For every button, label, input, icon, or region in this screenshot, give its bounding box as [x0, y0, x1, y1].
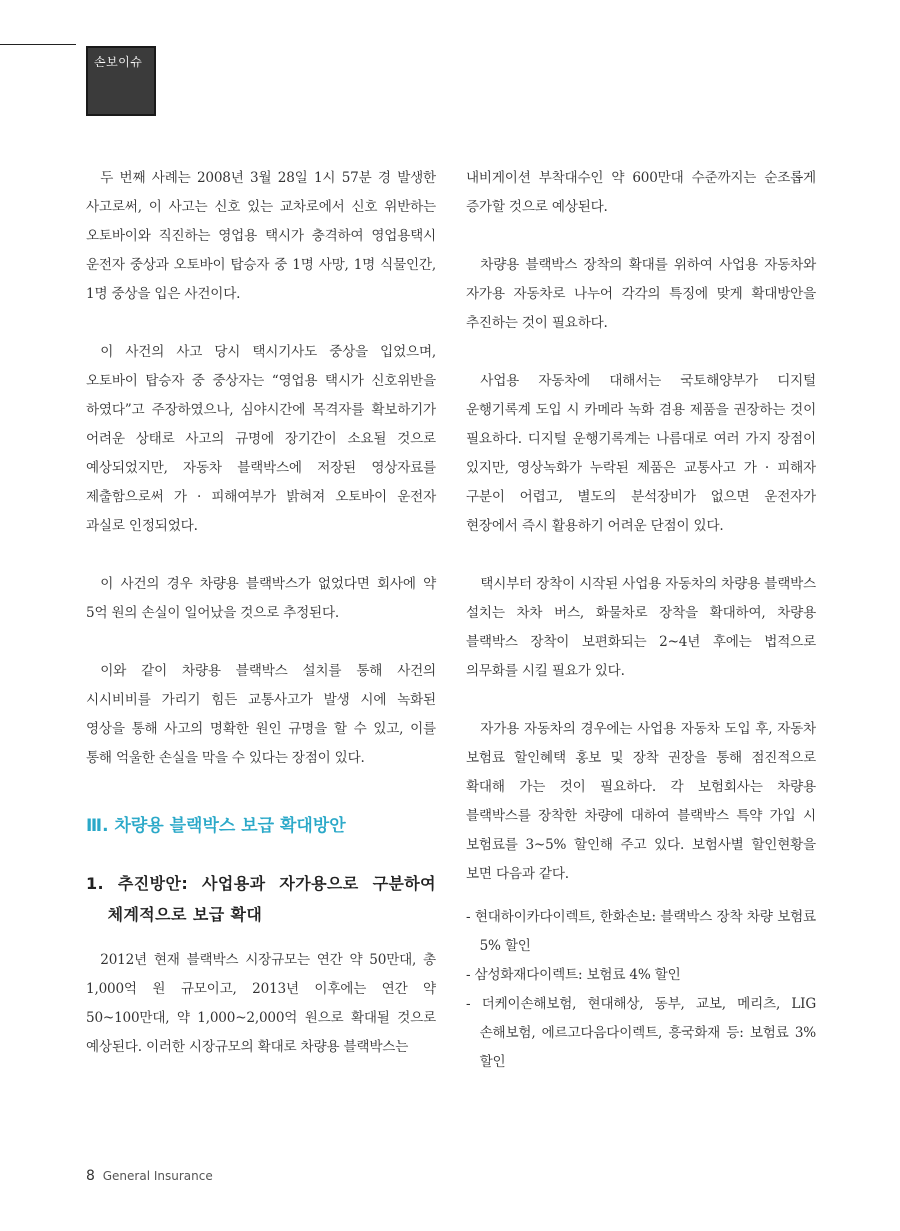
- header-rule: [0, 44, 76, 45]
- section-heading: Ⅲ. 차량용 블랙박스 보급 확대방안: [86, 816, 346, 836]
- list-item: - 삼성화재다이렉트: 보험료 4% 할인: [466, 967, 681, 983]
- paragraph: 자가용 자동차의 경우에는 사업용 자동차 도입 후, 자동차 보험료 할인혜택 홍보 및 장착 권장을 통해 점진적으로 확대해 가는 것이 필요하다. 각 보험회사는 차량용 블랙박스를 장착한 차량에 대하여 블랙박스 특약 가입 시 보험료를 3~5% 할인해 주고 있다. 보험사별 할인현황을 보면 다음과 같다.: [466, 721, 816, 882]
- subheading: 1. 추진방안: 사업용과 자가용으로 구분하여 체계적으로 보급 확대: [86, 874, 436, 924]
- paragraph: 이 사건의 경우 차량용 블랙박스가 없었다면 회사에 약 5억 원의 손실이 일어났을 것으로 추정된다.: [86, 576, 436, 621]
- section-tab: [86, 46, 156, 116]
- paragraph: 2012년 현재 블랙박스 시장규모는 연간 약 50만대, 총 1,000억 원 규모이고, 2013년 이후에는 연간 약 50~100만대, 약 1,000~2,000억 원으로 확대될 것으로 예상된다. 이러한 시장규모의 확대로 차량용 블랙박스는: [86, 952, 436, 1055]
- paragraph: 이 사건의 사고 당시 택시기사도 중상을 입었으며, 오토바이 탑승자 중 중상자는 “영업용 택시가 신호위반을 하였다”고 주장하였으나, 심야시간에 목격자를 확보하기가 어려운 상태로 사고의 규명에 장기간이 소요될 것으로 예상되었지만, 자동차 블랙박스에 저장된 영상자료를 제출함으로써 가 · 피해여부가 밝혀져 오토바이 운전자 과실로 인정되었다.: [86, 344, 436, 534]
- publication-name: General Insurance: [102, 1169, 213, 1183]
- paragraph: 두 번째 사례는 2008년 3월 28일 1시 57분 경 발생한 사고로써, 이 사고는 신호 있는 교차로에서 신호 위반하는 오토바이와 직진하는 영업용 택시가 충격하여 영업용택시 운전자 중상과 오토바이 탑승자 중 1명 사망, 1명 식물인간, 1명 중상을 입은 사건이다.: [86, 170, 436, 302]
- paragraph: 택시부터 장착이 시작된 사업용 자동차의 차량용 블랙박스 설치는 차차 버스, 화물차로 장착을 확대하여, 차량용 블랙박스 장착이 보편화되는 2~4년 후에는 법적으로 의무화를 시킬 필요가 있다.: [466, 576, 816, 679]
- paragraph: 차량용 블랙박스 장착의 확대를 위하여 사업용 자동차와 자가용 자동차로 나누어 각각의 특징에 맞게 확대방안을 추진하는 것이 필요하다.: [466, 257, 816, 331]
- discount-list: [466, 903, 816, 1077]
- page-number: 8: [86, 1168, 95, 1184]
- paragraph-continuation: 내비게이션 부착대수인 약 600만대 수준까지는 순조롭게 증가할 것으로 예상된다.: [466, 170, 816, 215]
- section-tab-label: 손보이슈: [94, 55, 143, 69]
- list-item: - 현대하이카다이렉트, 한화손보: 블랙박스 장착 차량 보험료 5% 할인: [466, 909, 816, 954]
- footer: [86, 1168, 213, 1184]
- paragraph: 이와 같이 차량용 블랙박스 설치를 통해 사건의 시시비비를 가리기 힘든 교통사고가 발생 시에 녹화된 영상을 통해 사고의 명확한 원인 규명을 할 수 있고, 이를 통해 억울한 손실을 막을 수 있다는 장점이 있다.: [86, 663, 436, 766]
- left-column: [86, 164, 436, 1062]
- right-column: [466, 164, 816, 1077]
- list-item: - 더케이손해보험, 현대해상, 동부, 교보, 메리츠, LIG 손해보험, 에르고다음다이렉트, 흥국화재 등: 보험료 3% 할인: [466, 996, 816, 1070]
- paragraph: 사업용 자동차에 대해서는 국토해양부가 디지털 운행기록계 도입 시 카메라 녹화 겸용 제품을 권장하는 것이 필요하다. 디지털 운행기록계는 나름대로 여러 가지 장점이 있지만, 영상녹화가 누락된 제품은 교통사고 가 · 피해자 구분이 어렵고, 별도의 분석장비가 없으면 운전자가 현장에서 즉시 활용하기 어려운 단점이 있다.: [466, 373, 816, 534]
